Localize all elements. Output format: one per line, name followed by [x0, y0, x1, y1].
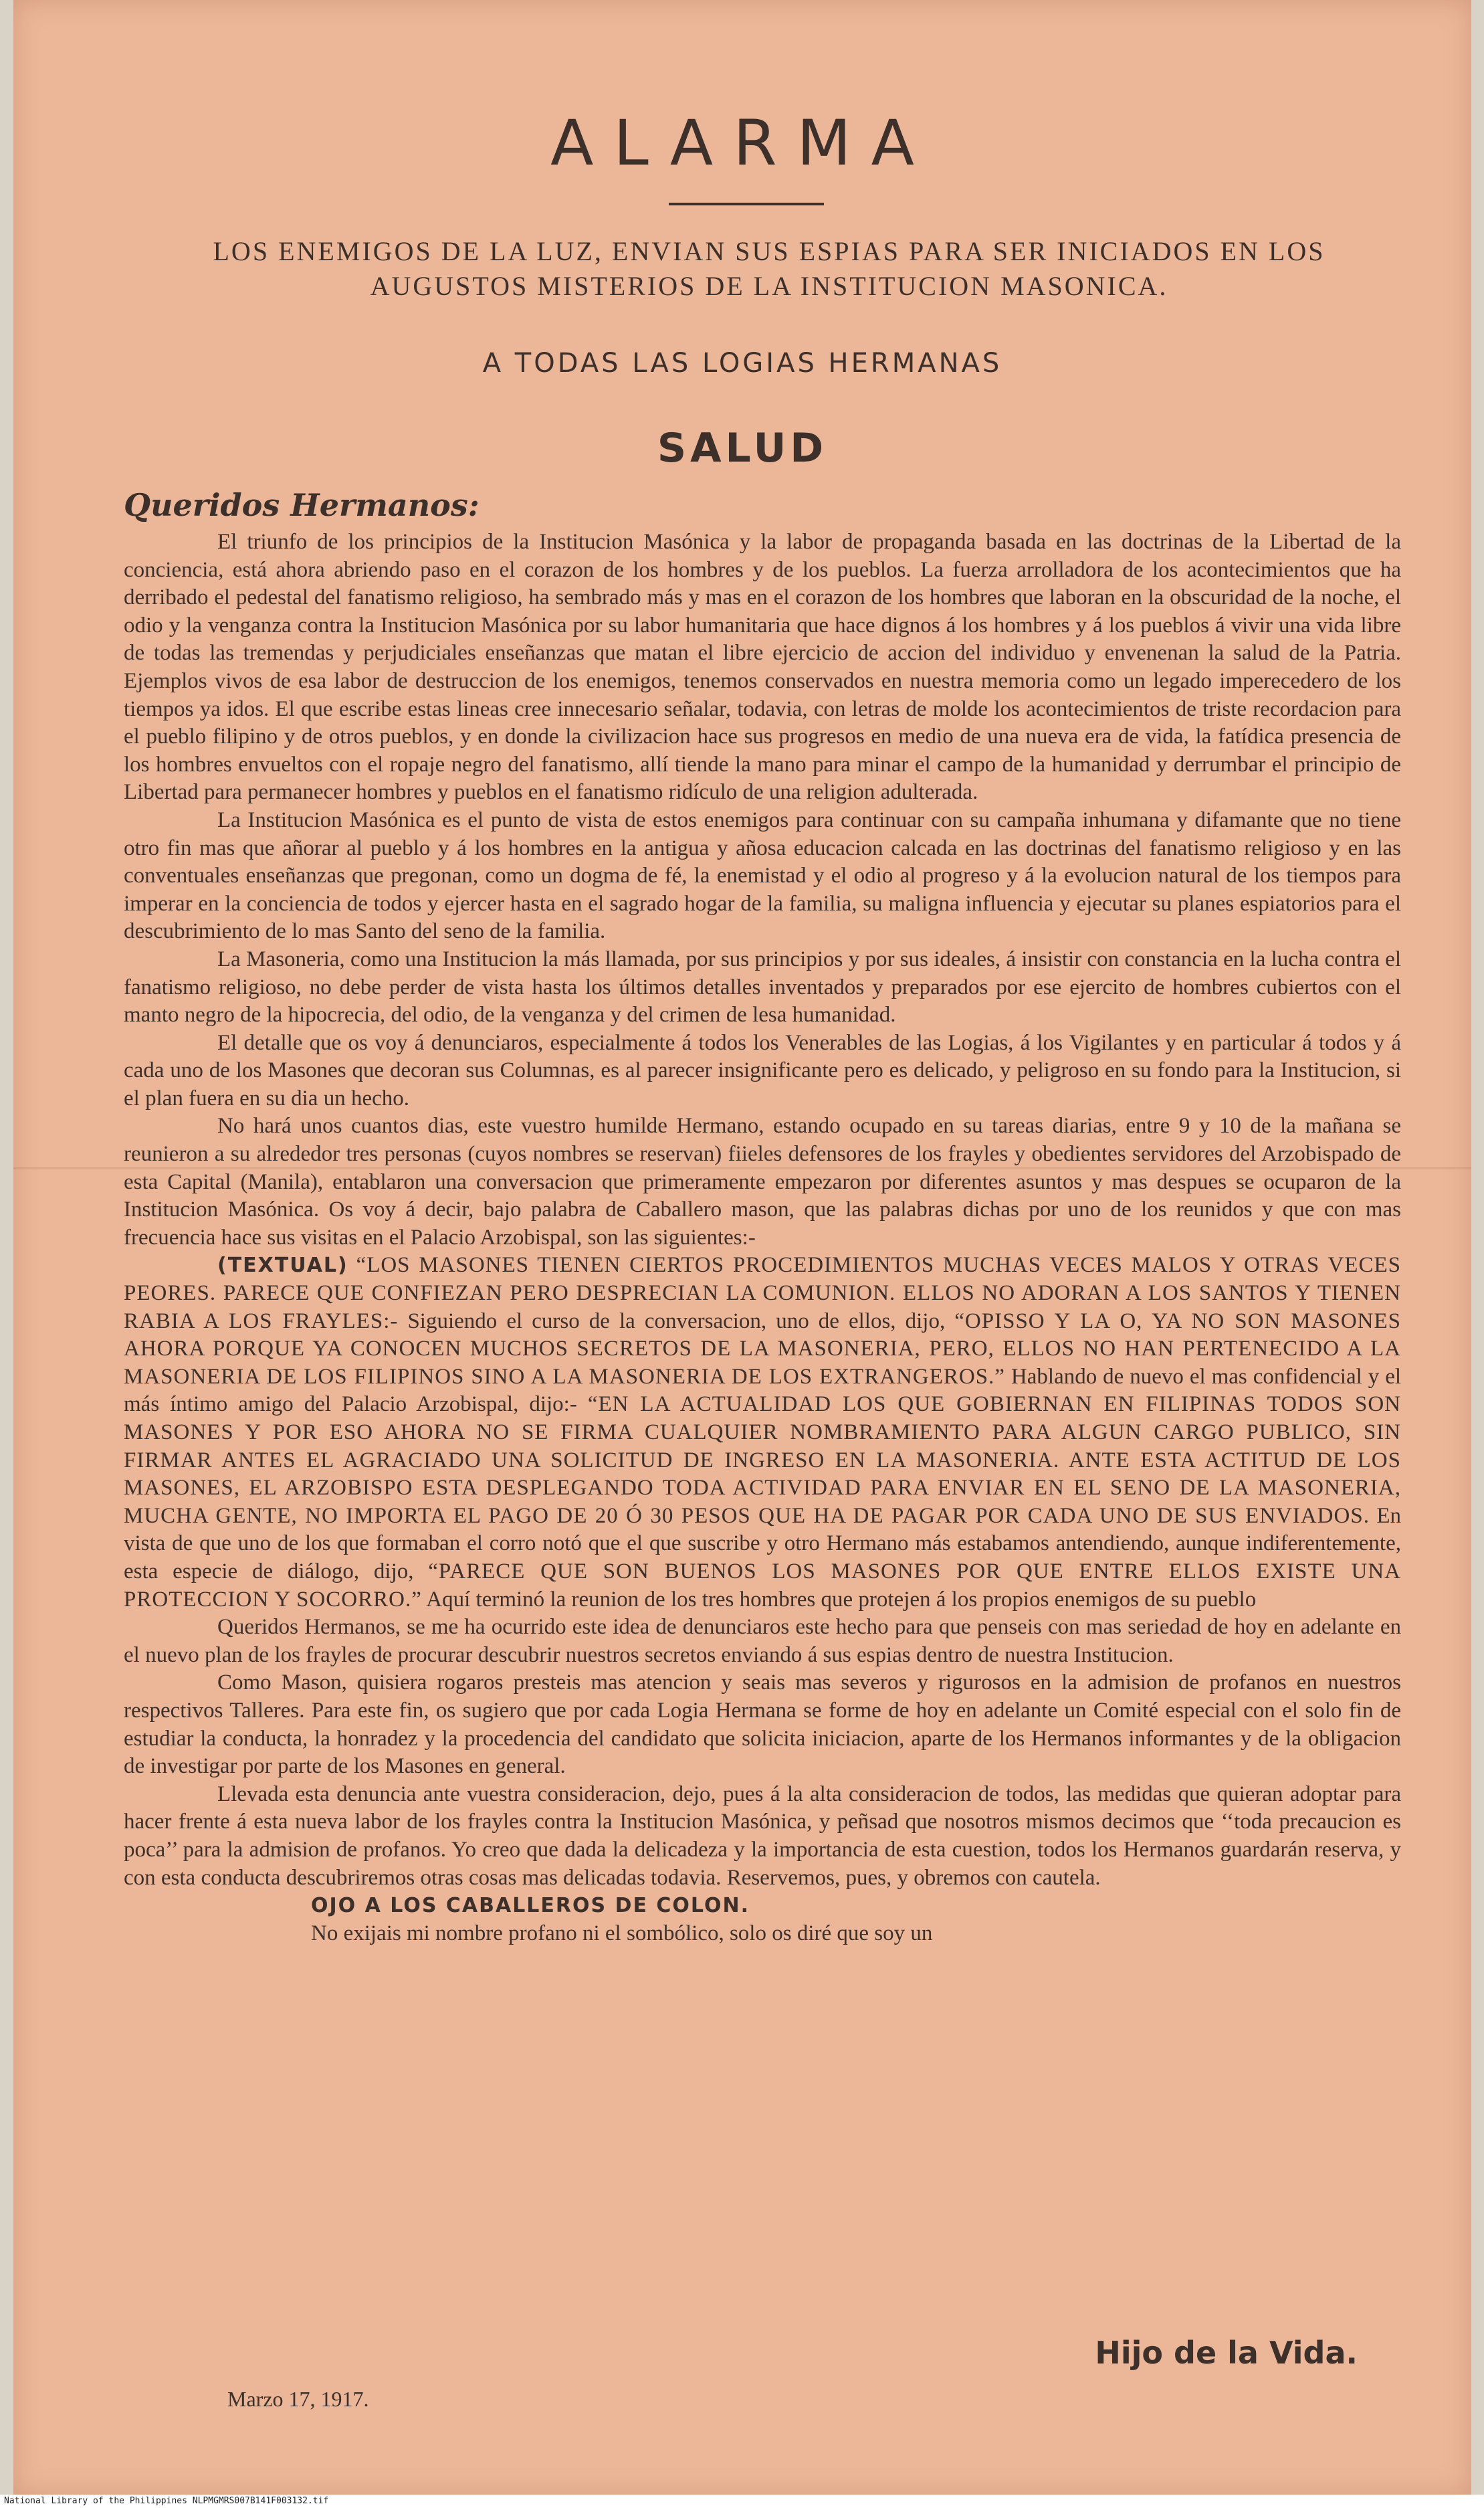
paragraph-3: La Masoneria, como una Institucion la más llamada, por sus principios y por sus ideales, á insistir con constancia en la lucha contra el fanatismo religioso, no debe perder de vista hasta los últimos detalles inventados y preparados por ese ejercito de hombres cubiertos con el manto negro de la hipocrecia, del odio, de la venganza y del crimen de lesa humanidad. [124, 947, 1401, 1028]
textual-narration-4: Aquí terminó la reunion de los tres hombres que protejen á los propios enemigos de su pueblo [426, 1587, 1257, 1612]
document-title: ALARMA [550, 107, 934, 180]
textual-label: (TEXTUAL) [217, 1254, 348, 1278]
title-underline [669, 203, 824, 205]
salutation-heading: SALUD [657, 425, 828, 472]
warning-line [124, 1892, 1401, 1920]
paragraph-6: Queridos Hermanos, se me ha ocurrido este idea de denunciaros este hecho para que penseis con mas seriedad de hoy en adelante en el nuevo plan de los frayles de procurar descubrir nuestros secretos enviando á sus espias dentro de nuestra Institucion. [124, 1615, 1401, 1667]
document-page [13, 0, 1471, 2495]
document-date: Marzo 17, 1917. [227, 2387, 369, 2411]
warning-text: OJO A LOS CABALLEROS DE COLON. [311, 1894, 750, 1918]
textual-narration-2: Hablando de nuevo el mas confidencial y el más íntimo amigo del Palacio Arzobispal, dijo:- [124, 1364, 1402, 1417]
textual-quote-paragraph [124, 1252, 1401, 1614]
letter-body [124, 528, 1401, 1947]
textual-narration-1: Siguiendo el curso de la conversacion, uno de ellos, dijo, [407, 1309, 946, 1333]
archive-footer [0, 2495, 1484, 2508]
paragraph-2: La Institucion Masónica es el punto de vista de estos enemigos para continuar con su campaña inhumana y difamante que no tiene otro fin mas que añorar al pueblo y á los hombres en la antigua y añosa educacion calcada en las doctrinas del fanatismo religioso y en las conventuales enseñanzas que pregonan, como un dogma de fé, la enemistad y el odio al progreso y á la evolucion natural de los tiempos para imperar en la conciencia de todos y ejercer hasta en el sagrado hogar de la familia, su maligna influencia y ejecutar su planes espiatorios para el descubrimiento de lo mas Santo del seno de la familia. [124, 807, 1401, 944]
paragraph-8: Llevada esta denuncia ante vuestra consideracion, dejo, pues á la alta consideracion de todos, las medidas que quieran adoptar para hacer frente á esta nueva labor de los frayles contra la Institucion Masónica, y peñsad que nosotros mismos decimos que ‘‘toda precaucion es poca’’ para la admision de profanos. Yo creo que dada la delicadeza y la importancia de esta cuestion, todos los Hermanos guardarán reserva, y con esta conducta descubriremos otras cosas mas delicadas todavia. Reservemos, pues, y obremos con cautela. [124, 1781, 1401, 1890]
addressee-line: A TODAS LAS LOGIAS HERMANAS [482, 348, 1002, 379]
signature: Hijo de la Vida. [1095, 2335, 1358, 2371]
closing-line: No exijais mi nombre profano ni el sombólico, solo os diré que soy un [311, 1921, 933, 1945]
textual-quote-4: “PARECE QUE SON BUENOS LOS MASONES POR QUE ENTRE ELLOS EXISTE UNA PROTECCION Y SOCORRO.” [124, 1559, 1401, 1612]
textual-narration-3: En vista de que uno de los que formaban el corro notó que el que suscribe y otro Hermano más estabamos antendiendo, aunque indiferentemente, esta especie de diálogo, dijo, [124, 1503, 1402, 1583]
footer-text: National Library of the Philippines NLPMGMRS007B141F003132.tif [4, 2496, 329, 2506]
paragraph-5: No hará unos cuantos dias, este vuestro humilde Hermano, estando ocupado en su tareas diarias, entre 9 y 10 de la mañana se reunieron a su alrededor tres personas (cuyos nombres se reservan) fiieles defensores de los frayles y obedientes servidores del Arzobispado de esta Capital (Manila), entablaron una conversacion que primeramente empezaron por diferentes asuntos y mas despues se ocuparon de la Institucion Masónica. Os voy á decir, bajo palabra de Caballero mason, que las palabras dichas por uno de los reunidos y que con mas frecuencia hace sus visitas en el Palacio Arzobispal, son las siguientes:- [124, 1114, 1401, 1250]
textual-quote-2: “OPISSO Y LA O, YA NO SON MASONES AHORA PORQUE YA CONOCEN MUCHOS SECRETOS DE LA MASONERIA, PERO, ELLOS NO HAN PERTENECIDO A LA MASONERIA DE LOS FILIPINOS SINO A LA MASONERIA DE LOS EXTRANGEROS.” [124, 1309, 1401, 1389]
document-subtitle: LOS ENEMIGOS DE LA LUZ, ENVIAN SUS ESPIAS PARA SER INICIADOS EN LOS AUGUSTOS MISTERIOS DE LA INSTITUCION MASONICA. [213, 236, 1326, 301]
paragraph-4: El detalle que os voy á denunciaros, especialmente á todos los Venerables de las Logias, á los Vigilantes y en particular á todos y á cada uno de los Masones que decoran sus Columnas, es al parecer insignificante pero es delicado, y peligroso en su fondo para la Institucion, si el plan fuera en su dia un hecho. [124, 1030, 1401, 1111]
textual-quote-3: “EN LA ACTUALIDAD LOS QUE GOBIERNAN EN FILIPINAS TODOS SON MASONES Y POR ESO AHORA NO SE FIRMA CUALQUIER NOMBRAMIENTO PARA ALGUN CARGO PUBLICO, SIN FIRMAR ANTES EL AGRACIADO UNA SOLICITUD DE INGRESO EN LA MASONERIA. ANTE ESTA ACTITUD DE LOS MASONES, EL ARZOBISPO ESTA DESPLEGANDO TODA ACTIVIDAD PARA ENVIAR EN EL SENO DE LA MASONERIA, MUCHA GENTE, NO IMPORTA EL PAGO DE 20 Ó 30 PESOS QUE HA DE PAGAR POR CADA UNO DE SUS ENVIADOS. [124, 1392, 1402, 1528]
paragraph-7: Como Mason, quisiera rogaros presteis mas atencion y seais mas severos y rigurosos en la admision de profanos en nuestros respectivos Talleres. Para este fin, os sugiero que por cada Logia Hermana se forme de hoy en adelante un Comité especial con el solo fin de estudiar la conducta, la honradez y la procedencia del candidato que solicita iniciacion, aparte de los Hermanos informantes y de la obligacion de investigar por parte de los Masones en general. [124, 1670, 1401, 1779]
paragraph-1: El triunfo de los principios de la Institucion Masónica y la labor de propaganda basada en las doctrinas de la Libertad de la conciencia, está ahora abriendo paso en el corazon de los hombres y de los pueblos. La fuerza arrolladora de los acontecimientos que ha derribado el pedestal del fanatismo religioso, ha sembrado más y mas en el corazon de los hombres que laboran en la obscuridad de la noche, el odio y la venganza contra la Institucion Masónica por su labor humanitaria que hace dignos á los hombres y á los pueblos á vivir una vida libre de todas las tremendas y perjudiciales enseñanzas que matan el libre ejercicio de accion del individuo y envenenan la salud de la Patria. Ejemplos vivos de esa labor de destruccion de los enemigos, tenemos conservados en nuestra memoria como un legado imperecedero de los tiempos ya idos. El que escribe estas lineas cree innecesario señalar, todavia, con letras de molde los acontecimientos de triste recordacion para el pueblo filipino y de otros pueblos, y en donde la civilizacion hace sus progresos en medio de una nueva era de vida, la fatídica presencia de los hombres envueltos con el ropaje negro del fanatismo, allí tiende la mano para minar el campo de la humanidad y derrumbar el principio de Libertad para permanecer hombres y pueblos en el fanatismo ridículo de una religion adulterada. [124, 530, 1401, 805]
textual-quote-1: “LOS MASONES TIENEN CIERTOS PROCEDIMIENTOS MUCHAS VECES MALOS Y OTRAS VECES PEORES. PARECE QUE CONFIEZAN PERO DESPRECIAN LA COMUNION. ELLOS NO ADORAN A LOS SANTOS Y TIENEN RABIA A LOS FRAYLES:- [124, 1253, 1401, 1333]
greeting: Queridos Hermanos: [124, 487, 480, 523]
